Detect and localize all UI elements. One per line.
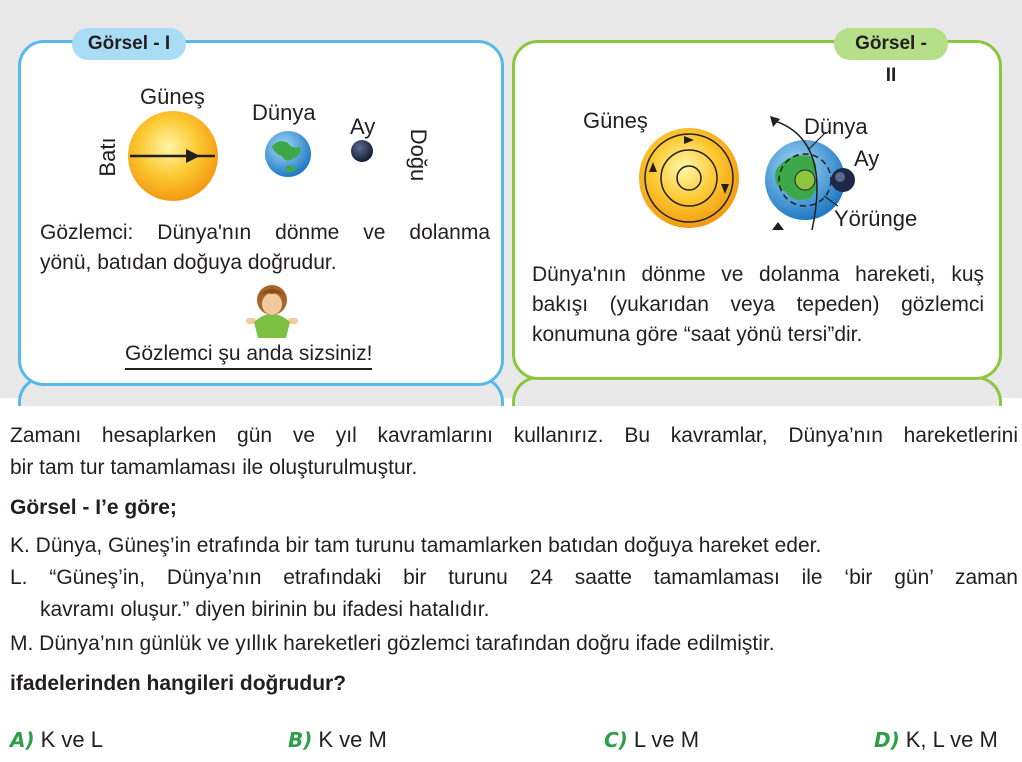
option-a-letter: A): [10, 728, 35, 752]
statement-k: K. Dünya, Güneş’in etrafında bir tam turunu tamamlarken batıdan doğuya hareket eder.: [10, 534, 822, 557]
option-a-text: K ve L: [40, 727, 103, 752]
question-lead: Görsel - I’e göre;: [10, 496, 177, 519]
panel-2-caption-line3: konumuna göre “saat yönü tersi”dir.: [532, 323, 863, 346]
option-b-text: K ve M: [318, 727, 387, 752]
moon-label: Ay: [350, 114, 376, 139]
observer-note: Gözlemci şu anda sizsiniz!: [125, 342, 372, 370]
option-b[interactable]: [288, 727, 387, 753]
panel-2-caption-line2: bakışı (yukarıdan veya tepeden) gözlemci: [532, 293, 984, 316]
panel-2-caption: [532, 260, 984, 350]
question-intro-line1: Zamanı hesaplarken gün ve yıl kavramlarını kullanırız. Bu kavramlar, Dünya’nın hareketlerini: [10, 424, 1018, 447]
moon-top-view-icon: [831, 168, 855, 192]
moon-label-2: Ay: [854, 146, 880, 171]
question-ask: ifadelerinden hangileri doğrudur?: [10, 672, 347, 695]
option-a[interactable]: [10, 727, 103, 753]
panel-2-caption-line1: Dünya'nın dönme ve dolanma hareketi, kuş: [532, 263, 984, 286]
panel-1-tag: Görsel - I: [72, 28, 186, 60]
earth-label-2: Dünya: [804, 114, 868, 139]
statement-m: M. Dünya’nın günlük ve yıllık hareketleri gözlemci tarafından doğru ifade edilmiştir.: [10, 632, 775, 655]
option-d-text: K, L ve M: [905, 727, 998, 752]
sun-top-view-icon: [639, 128, 739, 228]
option-c-letter: C): [604, 728, 628, 752]
option-d-letter: D): [874, 728, 900, 752]
question-intro-line2: bir tam tur tamamlaması ile oluşturulmuştur.: [10, 456, 418, 479]
earth-top-view-icon: [765, 116, 845, 230]
statement-l-line2: kavramı oluşur.” diyen birinin bu ifadesi hatalıdır.: [40, 598, 490, 621]
panel-1-caption-line2: yönü, batıdan doğuya doğrudur.: [40, 251, 337, 274]
option-d[interactable]: [874, 727, 998, 753]
sun-label: Güneş: [140, 84, 205, 109]
orbit-label: Yörünge: [834, 206, 918, 231]
option-c[interactable]: [604, 727, 699, 753]
statement-l-line1: L. “Güneş’in, Dünya’nın etrafındaki bir turunu 24 saatte tamamlaması ile ‘bir gün’ zaman: [10, 566, 1018, 589]
east-label: Doğu: [406, 128, 431, 182]
option-b-letter: B): [288, 728, 313, 752]
earth-label: Dünya: [252, 100, 316, 125]
sun-label-2: Güneş: [583, 108, 648, 133]
panel-1-caption-line1: Gözlemci: Dünya'nın dönme ve dolanma: [40, 221, 490, 244]
west-label: Batı: [95, 137, 120, 177]
panel-2-tag: Görsel - II: [834, 28, 948, 60]
option-c-text: L ve M: [633, 727, 700, 752]
